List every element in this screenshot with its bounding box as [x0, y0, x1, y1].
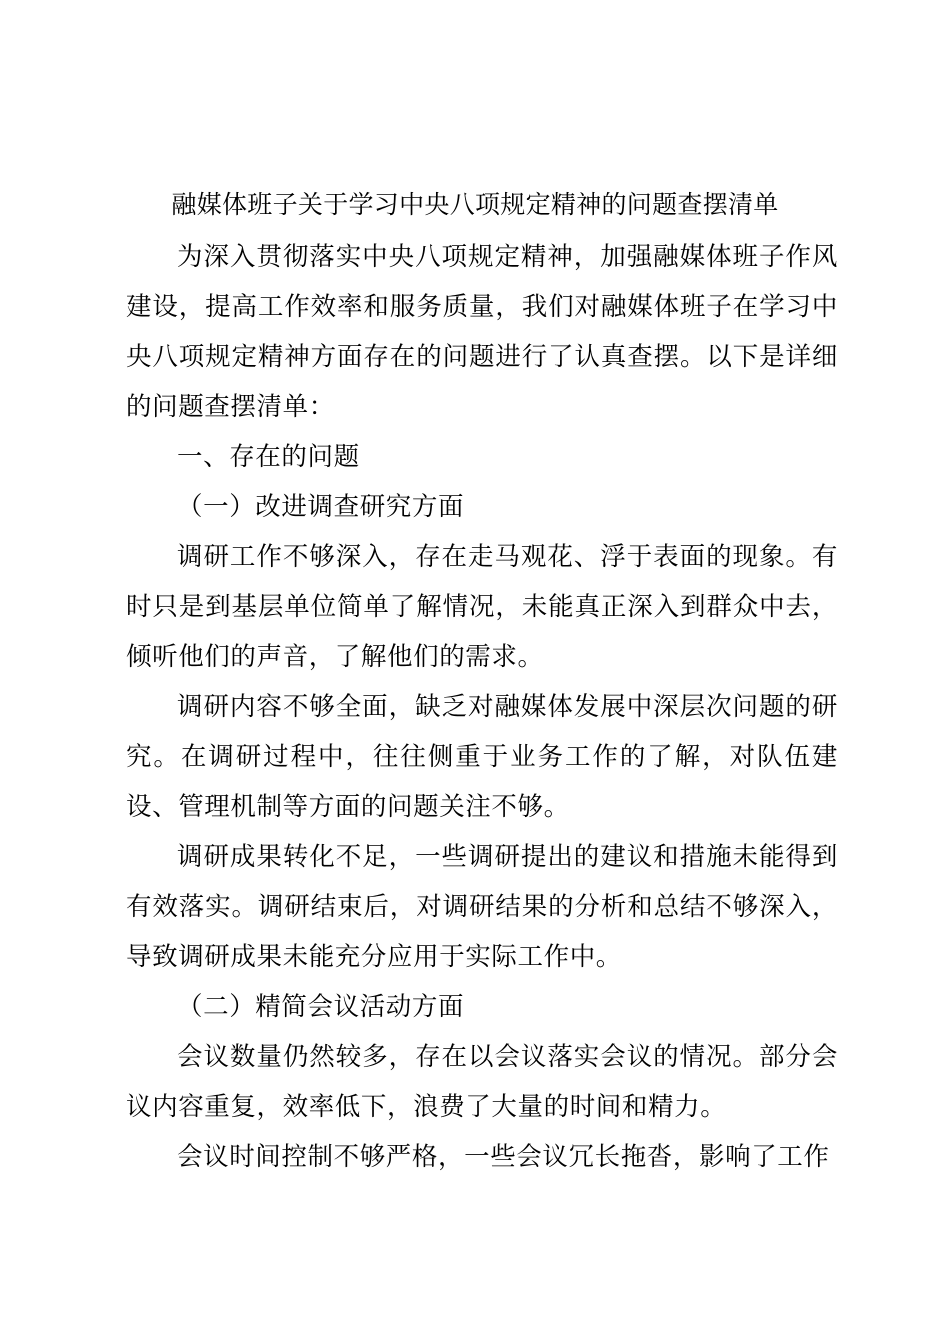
document-body — [126, 232, 838, 1182]
subsection-heading-research: （一）改进调查研究方面 — [177, 492, 465, 522]
intro-paragraph: 为深入贯彻落实中央八项规定精神，加强融媒体班子作风建设，提高工作效率和服务质量，我们对融媒体班子在学习中央八项规定精神方面存在的问题进行了认真查摆。以下是详细的问题查摆清单： — [126, 242, 838, 422]
meetings-paragraph-1: 会议数量仍然较多，存在以会议落实会议的情况。部分会议内容重复，效率低下，浪费了大量的时间和精力。 — [126, 1042, 838, 1122]
document-title: 融媒体班子关于学习中央八项规定精神的问题查摆清单 — [171, 190, 779, 219]
meetings-paragraph-2: 会议时间控制不够严格，一些会议冗长拖沓，影响了工作 — [177, 1142, 830, 1172]
section-heading-problems: 一、存在的问题 — [177, 442, 360, 472]
research-paragraph-1: 调研工作不够深入，存在走马观花、浮于表面的现象。有时只是到基层单位简单了解情况，未能真正深入到群众中去，倾听他们的声音，了解他们的需求。 — [126, 542, 838, 672]
research-paragraph-3: 调研成果转化不足，一些调研提出的建议和措施未能得到有效落实。调研结束后，对调研结果的分析和总结不够深入，导致调研成果未能充分应用于实际工作中。 — [126, 842, 838, 972]
research-paragraph-2: 调研内容不够全面，缺乏对融媒体发展中深层次问题的研究。在调研过程中，往往侧重于业务工作的了解，对队伍建设、管理机制等方面的问题关注不够。 — [126, 692, 838, 822]
subsection-heading-meetings: （二）精简会议活动方面 — [177, 992, 465, 1022]
